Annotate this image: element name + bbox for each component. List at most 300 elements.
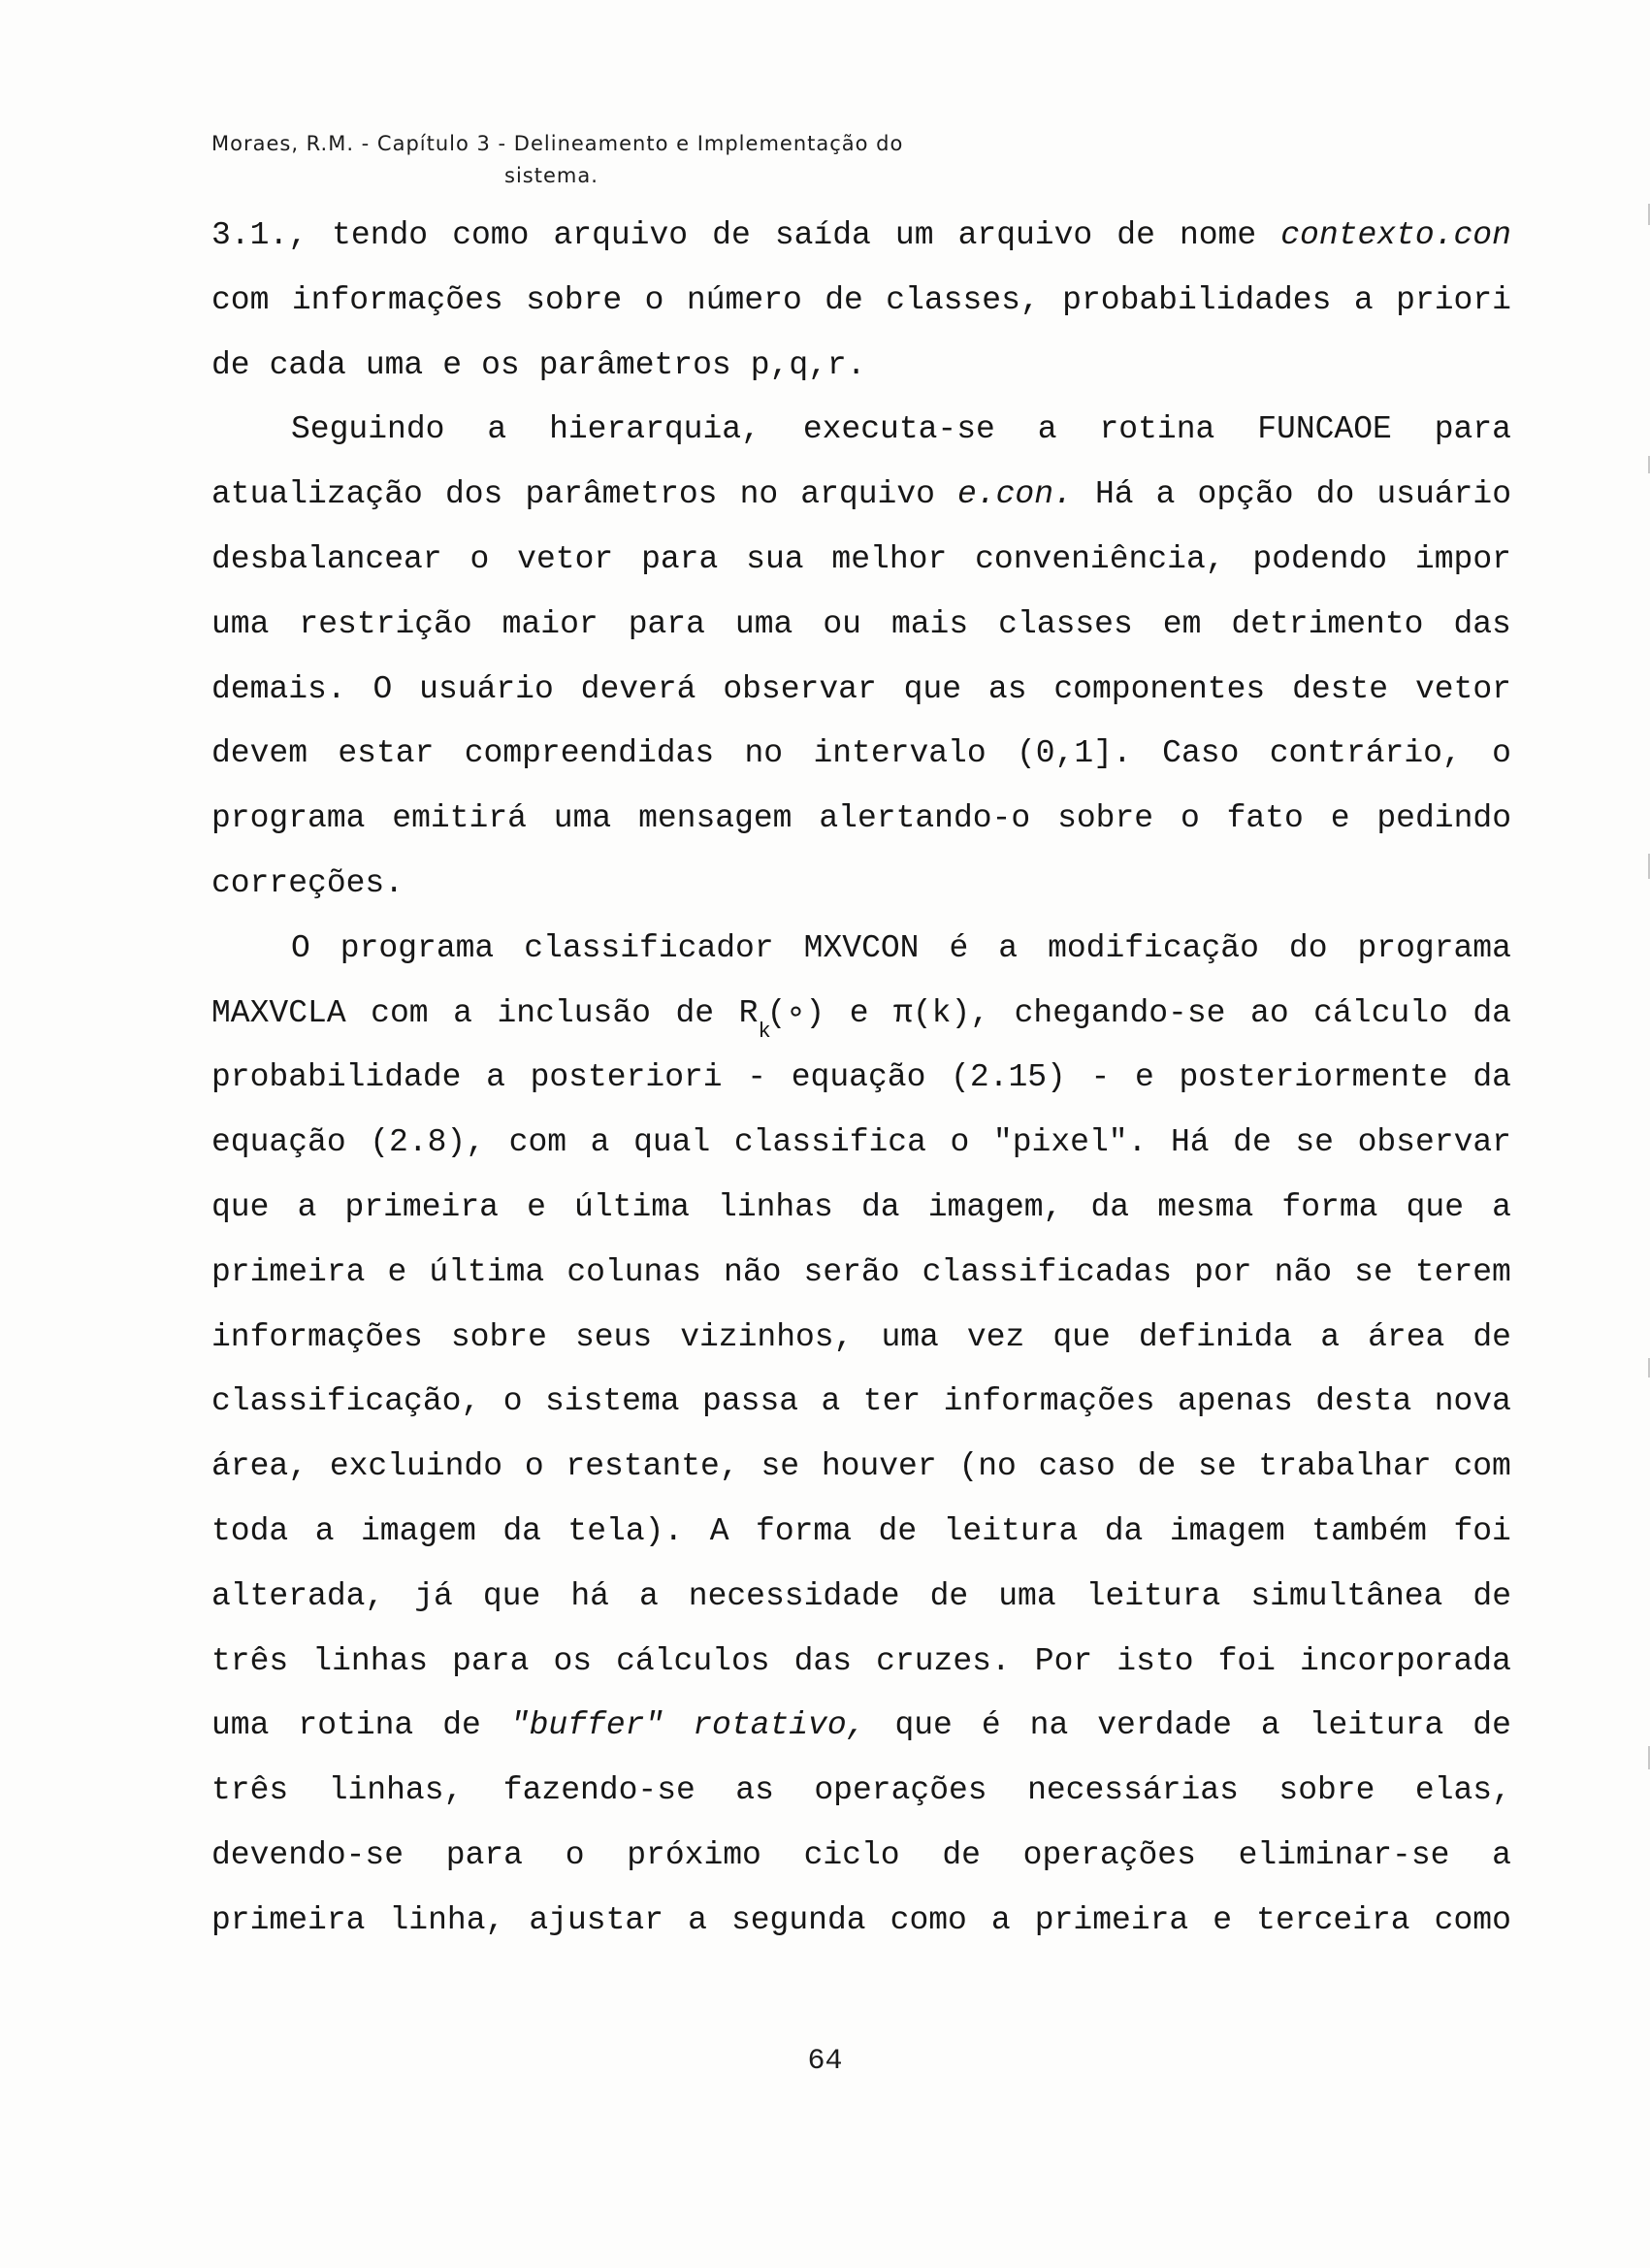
word: atualização: [211, 476, 423, 513]
word: o: [469, 540, 490, 577]
word: a: [487, 411, 507, 448]
word: primeira: [211, 1253, 366, 1290]
word: operações: [1022, 1836, 1196, 1873]
word: isto: [1116, 1642, 1194, 1679]
word: Por: [1034, 1642, 1093, 1679]
word: modificação: [1048, 929, 1259, 966]
word: nova: [1434, 1383, 1511, 1420]
word: simultânea: [1250, 1577, 1443, 1614]
word: da: [1104, 1512, 1144, 1549]
word: nome: [1179, 217, 1257, 253]
word: da: [1090, 1188, 1130, 1225]
word: observar: [723, 670, 877, 707]
word: no: [744, 735, 784, 772]
word: detrimento: [1231, 605, 1424, 642]
word: apenas: [1177, 1383, 1293, 1420]
word: cada: [269, 346, 346, 383]
word: a: [1155, 476, 1176, 513]
word: leitura: [1085, 1577, 1221, 1614]
word: mensagem: [638, 800, 793, 837]
subscript: k: [758, 1019, 771, 1044]
word: do: [1288, 929, 1328, 966]
word: contexto.con: [1280, 217, 1511, 253]
word: p,q,r.: [750, 346, 866, 383]
word: a: [453, 994, 472, 1031]
word: elas,: [1414, 1772, 1511, 1809]
word: a: [688, 1901, 707, 1938]
text-line: [211, 1440, 1511, 1505]
word: toda: [211, 1512, 289, 1549]
word: área: [1368, 1318, 1445, 1355]
word: uma: [998, 1577, 1056, 1614]
word: uma: [881, 1318, 939, 1355]
word: -: [1090, 1059, 1111, 1096]
word: alterada,: [211, 1577, 385, 1614]
word: o: [644, 281, 664, 318]
text-line: [211, 468, 1511, 533]
word: ajustar: [529, 1901, 664, 1938]
text-line: [211, 209, 1511, 274]
word: posteriormente: [1179, 1059, 1448, 1096]
word: de: [1472, 1577, 1511, 1614]
word: rotina: [1099, 411, 1215, 448]
word: informações: [943, 1383, 1155, 1420]
text-line: [211, 1051, 1511, 1116]
word: necessidade: [688, 1577, 900, 1614]
word: de: [712, 217, 751, 253]
text-line: [211, 339, 1511, 404]
word: sobre: [1057, 800, 1154, 837]
word: a: [1260, 1707, 1280, 1744]
word: a: [1492, 1836, 1511, 1873]
text-line: [211, 1181, 1511, 1246]
word: desbalancear: [211, 540, 442, 577]
word: fazendo-se: [502, 1772, 696, 1809]
word: serão: [803, 1253, 900, 1290]
word: do: [1315, 476, 1355, 513]
word: a: [1320, 1318, 1341, 1355]
word: para: [628, 605, 705, 642]
word: arquivo: [800, 476, 935, 513]
word: mais: [890, 605, 969, 642]
word: linha,: [389, 1901, 505, 1938]
word: imagem: [361, 1512, 476, 1549]
word: 3.1.,: [211, 217, 308, 253]
word: mesma: [1157, 1188, 1254, 1225]
word: vetor: [1414, 670, 1511, 707]
header-line-2: sistema.: [504, 164, 599, 187]
word: sua: [746, 540, 804, 577]
word: ter: [862, 1383, 922, 1420]
text-line: [211, 1764, 1511, 1829]
word: três: [211, 1642, 289, 1679]
word: Caso: [1162, 735, 1240, 772]
word: se: [1198, 1448, 1237, 1485]
word: incorporada: [1300, 1642, 1511, 1679]
word: -: [747, 1059, 767, 1096]
word: classes: [998, 605, 1133, 642]
text-line: [211, 1116, 1511, 1181]
word: leitura: [1309, 1707, 1444, 1744]
word: os: [553, 1642, 593, 1679]
word: como: [1434, 1901, 1511, 1938]
word: necessárias: [1027, 1772, 1239, 1809]
word: número: [686, 281, 802, 318]
text-line: [211, 403, 1511, 468]
word: o: [1180, 800, 1200, 837]
word: houver: [821, 1448, 937, 1485]
word: e: [849, 994, 869, 1031]
word: segunda: [730, 1901, 866, 1938]
word: como: [452, 217, 530, 253]
word: por: [1194, 1253, 1252, 1290]
word: a: [590, 1124, 610, 1161]
word: imagem,: [927, 1188, 1063, 1225]
word: informações: [211, 1318, 423, 1355]
word: seus: [574, 1318, 653, 1355]
word: A: [709, 1512, 729, 1549]
word: terem: [1414, 1253, 1511, 1290]
word: uma: [211, 1707, 270, 1744]
text-line: [211, 792, 1511, 857]
word: foi: [1453, 1512, 1511, 1549]
word: devendo-se: [211, 1836, 404, 1873]
word: eliminar-se: [1238, 1836, 1450, 1873]
word: de: [1472, 1318, 1511, 1355]
word: deverá: [580, 670, 696, 707]
word: de: [211, 346, 250, 383]
word: rotativo,: [693, 1707, 866, 1744]
word: opção: [1197, 476, 1294, 513]
word: o: [524, 1448, 544, 1485]
word: vez: [966, 1318, 1025, 1355]
word: primeira: [344, 1188, 499, 1225]
word: área,: [211, 1448, 308, 1485]
word: que: [1052, 1318, 1111, 1355]
word: se: [1295, 1124, 1334, 1161]
word: próximo: [627, 1836, 761, 1873]
word: trabalhar: [1258, 1448, 1432, 1485]
word: linhas: [312, 1642, 429, 1679]
word: sistema: [544, 1383, 680, 1420]
word: com: [1453, 1448, 1511, 1485]
word: programa: [211, 800, 366, 837]
word: das: [1453, 605, 1511, 642]
word: equação: [791, 1059, 926, 1096]
page-number: 64: [807, 2045, 843, 2078]
word: classificação,: [211, 1383, 481, 1420]
word: inclusão: [497, 994, 651, 1031]
word: probabilidade: [211, 1059, 462, 1096]
word: deste: [1292, 670, 1389, 707]
word: desta: [1315, 1383, 1412, 1420]
word: programa: [340, 929, 495, 966]
word: classes,: [886, 281, 1040, 318]
word: (2.15): [951, 1059, 1066, 1096]
word: arquivo: [553, 217, 689, 253]
word: vizinhos,: [680, 1318, 854, 1355]
word: a: [990, 1901, 1011, 1938]
word: passa: [702, 1383, 799, 1420]
word: FUNCAOE: [1257, 411, 1392, 448]
word: uma: [211, 605, 270, 642]
text-line: [211, 1570, 1511, 1635]
text-line: [211, 1635, 1511, 1700]
word: colunas: [566, 1253, 701, 1290]
word: se: [760, 1448, 800, 1485]
word: e: [442, 346, 463, 383]
word: é: [981, 1707, 1001, 1744]
word: para: [1434, 411, 1511, 448]
word: também: [1311, 1512, 1427, 1549]
word: a: [297, 1188, 317, 1225]
word: posteriori: [530, 1059, 723, 1096]
word: última: [574, 1188, 690, 1225]
word: π(k),: [893, 994, 990, 1031]
word: leitura: [943, 1512, 1079, 1549]
word: de: [675, 994, 715, 1031]
word: tela).: [567, 1512, 684, 1549]
word: linhas: [718, 1188, 833, 1225]
word: de: [442, 1707, 481, 1744]
word: foi: [1217, 1642, 1276, 1679]
word: terceira: [1256, 1901, 1410, 1938]
word: restante,: [566, 1448, 739, 1485]
word: (0,1].: [1017, 735, 1132, 772]
word: impor: [1414, 540, 1511, 577]
word: o: [565, 1836, 585, 1873]
word: a: [1037, 411, 1057, 448]
word: com: [508, 1124, 567, 1161]
word: (2.8),: [370, 1124, 486, 1161]
word: pedindo: [1376, 800, 1511, 837]
word: arquivo: [957, 217, 1093, 253]
word: Seguindo: [291, 411, 445, 448]
word: fato: [1226, 800, 1304, 837]
word: da: [1472, 1059, 1511, 1096]
word: ciclo: [803, 1836, 900, 1873]
body-text: [211, 209, 1511, 1959]
word: forma: [756, 1512, 853, 1549]
word: e.con.: [957, 476, 1073, 513]
word: podendo: [1252, 540, 1388, 577]
text-line: [211, 922, 1511, 987]
word: imagem: [1169, 1512, 1285, 1549]
word: sobre: [526, 281, 623, 318]
word: cálculos: [616, 1642, 770, 1679]
text-line: [211, 663, 1511, 728]
word: "pixel".: [992, 1124, 1148, 1161]
word: alertando-o: [819, 800, 1031, 837]
word: já: [414, 1577, 453, 1614]
running-header: [211, 128, 1375, 192]
word: componentes: [1053, 670, 1266, 707]
word: e: [527, 1188, 546, 1225]
word: priori: [1396, 281, 1511, 318]
word: a: [638, 1577, 659, 1614]
word: parâmetros: [538, 346, 731, 383]
word: as: [735, 1772, 774, 1809]
word: contrário,: [1269, 735, 1462, 772]
word: O: [372, 670, 393, 707]
word: verdade: [1097, 1707, 1232, 1744]
word: há: [570, 1577, 609, 1614]
word: na: [1029, 1707, 1069, 1744]
text-line: [211, 1246, 1511, 1311]
word: uma: [734, 605, 793, 642]
word: no: [739, 476, 779, 513]
word: operações: [814, 1772, 987, 1809]
word: cálculo: [1313, 994, 1448, 1031]
word: conveniência,: [975, 540, 1225, 577]
word: se: [1354, 1253, 1393, 1290]
word: e: [1134, 1059, 1154, 1096]
word: o: [1492, 735, 1511, 772]
word: uma: [365, 346, 424, 383]
word: saída: [774, 217, 871, 253]
word: executa-se: [802, 411, 995, 448]
word: que: [1406, 1188, 1465, 1225]
word: das: [793, 1642, 853, 1679]
word: MXVCON: [803, 929, 920, 966]
word: a: [998, 929, 1019, 966]
word: é: [949, 929, 969, 966]
word: para: [445, 1836, 523, 1873]
word: para: [641, 540, 719, 577]
word: intervalo: [813, 735, 987, 772]
word: chegando-se: [1014, 994, 1226, 1031]
word: de: [942, 1836, 981, 1873]
word: e: [1213, 1901, 1233, 1938]
word: usuário: [419, 670, 554, 707]
word: forma: [1281, 1188, 1378, 1225]
word: equação: [211, 1124, 346, 1161]
word: que: [903, 670, 962, 707]
word: compreendidas: [464, 735, 715, 772]
word: de: [929, 1577, 969, 1614]
word: classificador: [524, 929, 774, 966]
word: a: [1492, 1188, 1511, 1225]
word: definida: [1138, 1318, 1293, 1355]
word: maior: [501, 605, 599, 642]
word: não: [724, 1253, 782, 1290]
word: parâmetros: [525, 476, 718, 513]
word: de: [1116, 217, 1155, 253]
word: Há: [1170, 1124, 1210, 1161]
word: devem: [211, 735, 308, 772]
text-line: [211, 598, 1511, 663]
word: última: [429, 1253, 545, 1290]
word: de: [1137, 1448, 1177, 1485]
text-line: [211, 1699, 1511, 1764]
word: ou: [823, 605, 861, 642]
word: programa: [1357, 929, 1511, 966]
text-line: [211, 1375, 1511, 1440]
word: de: [825, 281, 863, 318]
word: a: [821, 1383, 841, 1420]
word: em: [1162, 605, 1202, 642]
word: MAXVCLA: [211, 994, 346, 1031]
text-line: [211, 1894, 1511, 1959]
word: ao: [1250, 994, 1289, 1031]
word: correções.: [211, 864, 404, 901]
word: e: [1330, 800, 1350, 837]
word: usuário: [1376, 476, 1511, 513]
text-line: [211, 987, 1511, 1052]
word: primeira: [1034, 1901, 1189, 1938]
word: de: [1233, 1124, 1272, 1161]
word: classificadas: [922, 1253, 1173, 1290]
word: de: [878, 1512, 918, 1549]
word: que: [211, 1188, 270, 1225]
word: emitirá: [392, 800, 527, 837]
word: os: [481, 346, 520, 383]
word: $R_k(\circ)$: [738, 994, 825, 1044]
word: Há: [1094, 476, 1134, 513]
word: probabilidades: [1062, 281, 1332, 318]
word: de: [1472, 1707, 1511, 1744]
word: qual: [633, 1124, 711, 1161]
word: O: [291, 929, 310, 966]
word: a: [314, 1512, 335, 1549]
word: tendo: [332, 217, 429, 253]
word: para: [452, 1642, 530, 1679]
word: vetor: [517, 540, 614, 577]
word: classifica: [733, 1124, 926, 1161]
word: dos: [444, 476, 503, 513]
word: informações: [291, 281, 503, 318]
word: a: [1353, 281, 1374, 318]
word: que: [894, 1707, 953, 1744]
text-line: [211, 727, 1511, 792]
word: as: [987, 670, 1027, 707]
text-line: [211, 533, 1511, 598]
word: excluindo: [329, 1448, 503, 1485]
word: demais.: [211, 670, 346, 707]
word: um: [894, 217, 934, 253]
word: estar: [338, 735, 435, 772]
text-line: [211, 274, 1511, 339]
text-line: [211, 1311, 1511, 1376]
word: sobre: [450, 1318, 547, 1355]
word: "buffer": [509, 1707, 664, 1744]
text-line: [211, 1829, 1511, 1894]
word: o: [502, 1383, 523, 1420]
word: rotina: [298, 1707, 414, 1744]
word: a: [486, 1059, 505, 1096]
word: com: [371, 994, 429, 1031]
word: como: [890, 1901, 967, 1938]
text-line: [211, 1505, 1511, 1570]
word: com: [211, 281, 270, 318]
word: sobre: [1278, 1772, 1375, 1809]
word: hierarquia,: [549, 411, 760, 448]
word: três: [211, 1772, 289, 1809]
word: restrição: [299, 605, 472, 642]
word: e: [387, 1253, 407, 1290]
word: primeira: [211, 1901, 366, 1938]
text-line: [211, 857, 1511, 922]
word: que: [482, 1577, 541, 1614]
word: da: [502, 1512, 541, 1549]
word: da: [860, 1188, 900, 1225]
word: melhor: [831, 540, 948, 577]
word: não: [1274, 1253, 1333, 1290]
word: linhas,: [328, 1772, 464, 1809]
header-line-1: Moraes, R.M. - Capítulo 3 - Delineamento e Implementação do: [211, 132, 904, 155]
word: uma: [553, 800, 612, 837]
word: caso: [1038, 1448, 1116, 1485]
